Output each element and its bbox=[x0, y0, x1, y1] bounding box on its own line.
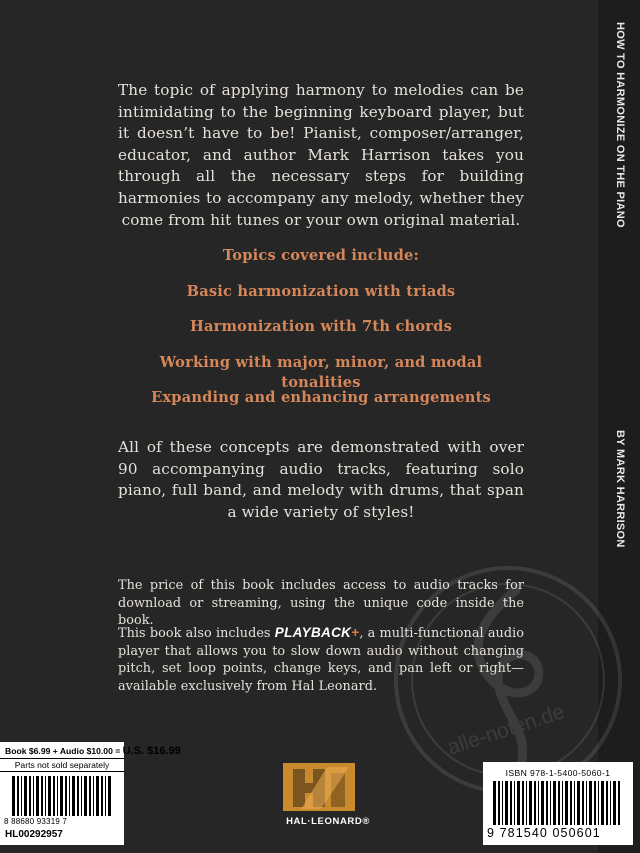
barcode-bar bbox=[24, 776, 27, 816]
barcode-bar bbox=[101, 776, 103, 816]
isbn-digits: 9 781540 050601 bbox=[487, 826, 601, 840]
playback-plus-icon: + bbox=[351, 625, 360, 640]
barcode-bar bbox=[69, 776, 70, 816]
watermark-text: alle-noten.de bbox=[444, 700, 568, 760]
barcode-bar bbox=[570, 781, 572, 825]
barcode-bar bbox=[526, 781, 527, 825]
price-label bbox=[0, 742, 181, 845]
publisher-name: HAL·LEONARD® bbox=[286, 816, 370, 827]
barcode-bar bbox=[60, 776, 63, 816]
barcode-bar bbox=[57, 776, 58, 816]
barcode-bar bbox=[534, 781, 536, 825]
barcode-bar bbox=[565, 781, 568, 825]
spine-title: HOW TO HARMONIZE ON THE PIANO bbox=[614, 22, 626, 228]
barcode-bar bbox=[77, 776, 79, 816]
barcode-bar bbox=[84, 776, 87, 816]
barcode-bar bbox=[65, 776, 67, 816]
barcode-bar bbox=[81, 776, 82, 816]
barcode-bar bbox=[610, 781, 611, 825]
playback-logo bbox=[275, 625, 360, 640]
barcode-bar bbox=[601, 781, 604, 825]
barcode-bar bbox=[33, 776, 34, 816]
topic-item: Working with major, minor, and modal tonalities bbox=[159, 353, 483, 391]
barcode-bar bbox=[89, 776, 91, 816]
barcode-bar bbox=[72, 776, 75, 816]
barcode-bar bbox=[36, 776, 39, 816]
upc-digits: 8 88680 93319 7 bbox=[4, 817, 68, 826]
barcode-bar bbox=[510, 781, 512, 825]
isbn-barcode bbox=[493, 781, 623, 825]
spine-author: BY MARK HARRISON bbox=[614, 430, 626, 548]
barcode-bar bbox=[517, 781, 520, 825]
playback-logo-text: PLAYBACK bbox=[274, 625, 352, 640]
barcode-bar bbox=[522, 781, 524, 825]
upc-barcode bbox=[12, 776, 112, 816]
barcode-bar bbox=[541, 781, 544, 825]
barcode-bar bbox=[17, 776, 19, 816]
playback-prefix: This book also includes bbox=[118, 626, 271, 641]
barcode-bar bbox=[505, 781, 508, 825]
price-total: U.S. $16.99 bbox=[122, 745, 181, 757]
concepts-paragraph: All of these concepts are demonstrated with over 90 accompanying audio tracks, featuring solo piano, full band, and melody with drums, that span a wide variety of styles! bbox=[118, 438, 524, 521]
barcode-bar bbox=[108, 776, 111, 816]
barcode-bar bbox=[514, 781, 515, 825]
barcode-bar bbox=[29, 776, 31, 816]
barcode-bar bbox=[606, 781, 608, 825]
barcode-bar bbox=[41, 776, 43, 816]
barcode-bar bbox=[93, 776, 94, 816]
barcode-bar bbox=[550, 781, 551, 825]
barcode-bar bbox=[538, 781, 539, 825]
topics-heading: Topics covered include: bbox=[222, 247, 420, 264]
barcode-bar bbox=[553, 781, 556, 825]
barcode-bar bbox=[618, 781, 620, 825]
topic-item: Expanding and enhancing arrangements bbox=[151, 389, 491, 406]
price-line bbox=[5, 745, 181, 757]
barcode-bar bbox=[498, 781, 500, 825]
barcode-bar bbox=[96, 776, 99, 816]
barcode-bar bbox=[21, 776, 22, 816]
barcode-bar bbox=[529, 781, 532, 825]
barcode-bar bbox=[502, 781, 503, 825]
barcode-bar bbox=[582, 781, 584, 825]
playback-suffix: , a multi-functional audio player that allows you to slow down audio without changing pitch, set loop points, change keys, and pan left or right—available exclusively from Hal Leonard. bbox=[118, 626, 524, 694]
barcode-bar bbox=[105, 776, 106, 816]
barcode-bar bbox=[558, 781, 560, 825]
topic-item: Harmonization with 7th chords bbox=[190, 318, 452, 335]
barcode-bar bbox=[48, 776, 51, 816]
topic-item: Basic harmonization with triads bbox=[186, 282, 456, 300]
barcode-bar bbox=[613, 781, 616, 825]
barcode-bar bbox=[594, 781, 596, 825]
parts-notice: Parts not sold separately bbox=[0, 758, 124, 772]
barcode-bar bbox=[45, 776, 46, 816]
isbn-number: ISBN 978-1-5400-5060-1 bbox=[505, 768, 611, 778]
barcode-bar bbox=[577, 781, 580, 825]
topics-list bbox=[118, 246, 524, 424]
barcode-bar bbox=[53, 776, 55, 816]
barcode-bar bbox=[546, 781, 548, 825]
barcode-bar bbox=[562, 781, 563, 825]
hal-leonard-logo-icon bbox=[283, 763, 355, 811]
barcode-bar bbox=[12, 776, 15, 816]
audio-access-paragraph: The price of this book includes access to audio tracks for download or streaming, using the unique code inside the book. bbox=[118, 578, 524, 629]
intro-paragraph: The topic of applying harmony to melodies can be intimidating to the beginning keyboard player, but it doesn’t have to be! Pianist, composer/arranger, educator, and author Mark Harrison takes you through all the necessary steps for building harmonies to accompany any melody, whether they come from hit tunes or your own original material. bbox=[118, 81, 524, 229]
barcode-bar bbox=[589, 781, 592, 825]
barcode-bar bbox=[574, 781, 575, 825]
isbn-label bbox=[483, 762, 633, 845]
barcode-bar bbox=[586, 781, 587, 825]
product-code: HL00292957 bbox=[5, 829, 63, 840]
price-breakdown: Book $6.99 + Audio $10.00 = bbox=[5, 746, 123, 756]
barcode-bar bbox=[598, 781, 599, 825]
barcode-bar bbox=[493, 781, 496, 825]
